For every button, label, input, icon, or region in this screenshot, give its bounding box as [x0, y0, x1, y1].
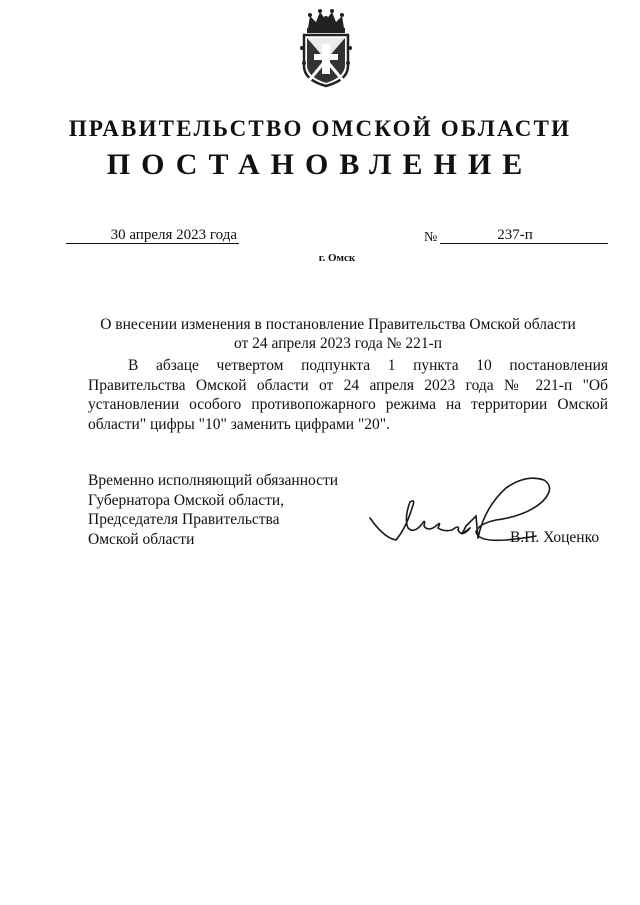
document-type-title: ПОСТАНОВЛЕНИЕ	[106, 148, 534, 181]
signatory-role-line: Омской области	[88, 530, 195, 548]
signatory-role-line: Губернатора Омской области,	[88, 491, 285, 509]
document-number-label: №	[424, 230, 438, 245]
document-subject	[66, 315, 610, 353]
body-paragraph: В абзаце четвертом подпункта 1 пункта 10 постановления Правительства Омской области от 24 апреля 2023 года № 221-п "Об установлении особого противопожарного режима на территории Омской области" цифры "10" заменить цифрами "20".	[88, 357, 608, 433]
subject-line: О внесении изменения в постановление Правительства Омской области	[100, 316, 576, 333]
subject-line: от 24 апреля 2023 года № 221-п	[233, 335, 443, 352]
signatory-role-line: Временно исполняющий обязанности	[88, 472, 339, 489]
document-number: 237-п	[440, 226, 608, 244]
signer-name: В.П. Хоценко	[510, 529, 600, 546]
document-date: 30 апреля 2023 года	[66, 226, 239, 244]
omsk-region-coat-of-arms-icon	[298, 8, 354, 88]
signatory-role-line: Председателя Правительства	[88, 511, 280, 528]
government-title: ПРАВИТЕЛЬСТВО ОМСКОЙ ОБЛАСТИ	[68, 116, 572, 141]
document-city: г. Омск	[318, 252, 356, 264]
signatory-role	[88, 471, 388, 549]
